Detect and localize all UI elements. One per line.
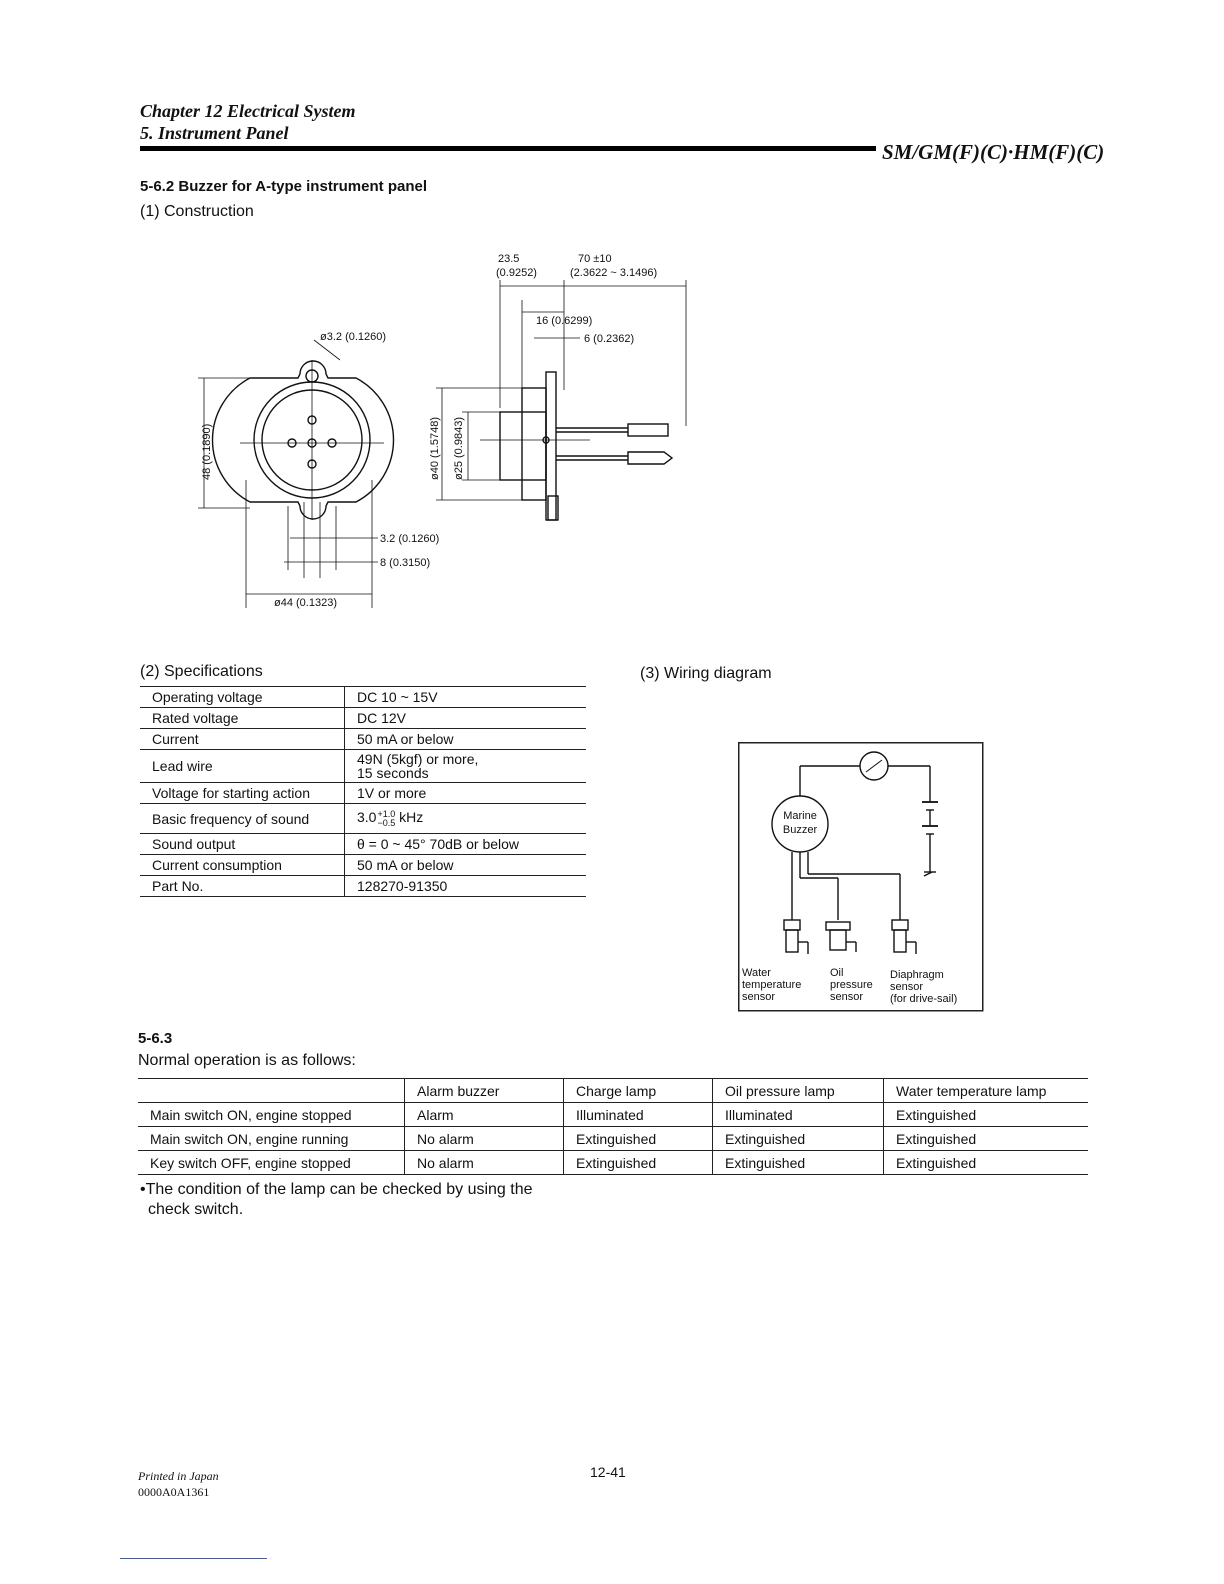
dim-70: 70 ±10 — [578, 253, 612, 265]
water-sensor-label-2: temperature — [742, 979, 802, 991]
table-row: Current 50 mA or below — [140, 729, 586, 750]
specs-table — [140, 686, 586, 897]
page-number: 12-41 — [590, 1464, 626, 1480]
model-code: SM/GM(F)(C)·HM(F)(C) — [882, 140, 1105, 164]
table-row: Sound output θ = 0 ~ 45° 70dB or below — [140, 834, 586, 855]
section-title: 5-6.2 Buzzer for A-type instrument panel — [140, 178, 427, 195]
header-rule — [140, 146, 876, 151]
dim-40: ø40 (1.5748) — [429, 417, 441, 480]
water-sensor-label-1: Water — [742, 967, 771, 979]
construction-heading: (1) Construction — [140, 203, 254, 220]
dim-16: 16 (0.6299) — [536, 315, 593, 327]
table-row: Part No. 128270-91350 — [140, 876, 586, 897]
dim-23-5-in: (0.9252) — [496, 267, 537, 279]
construction-drawing — [180, 240, 720, 620]
table-header-row: Alarm buzzer Charge lamp Oil pressure lamp Water temperature lamp — [138, 1079, 1088, 1103]
dim-25: ø25 (0.9843) — [453, 417, 465, 480]
table-row: Rated voltage DC 12V — [140, 708, 586, 729]
table-row: Current consumption 50 mA or below — [140, 855, 586, 876]
table-row: Key switch OFF, engine stopped No alarm Extinguished Extinguished Extinguished — [138, 1151, 1088, 1175]
footer-print-info — [138, 1468, 219, 1500]
table-row: Voltage for starting action 1V or more — [140, 783, 586, 804]
frequency-value: 3.0 +1.0 −0.5 kHz — [345, 804, 587, 834]
chapter-title: Chapter 12 Electrical System — [140, 101, 356, 121]
wiring-diagram — [738, 742, 984, 1012]
buzzer-label-2: Buzzer — [782, 824, 818, 836]
printed-in: Printed in Japan — [138, 1469, 219, 1483]
dim-48: 48 (0.1890) — [201, 423, 213, 480]
table-row: Operating voltage DC 10 ~ 15V — [140, 687, 586, 708]
wiring-heading: (3) Wiring diagram — [640, 665, 772, 682]
oil-sensor-symbol — [826, 922, 850, 930]
dim-6: 6 (0.2362) — [584, 333, 635, 345]
dim-pin-width: 3.2 (0.1260) — [380, 533, 440, 545]
doc-code: 0000A0A1361 — [138, 1485, 210, 1499]
specs-heading: (2) Specifications — [140, 663, 263, 680]
diaphragm-sensor-symbol — [892, 920, 908, 930]
water-sensor-label-3: sensor — [742, 991, 776, 1003]
diaphragm-label-3: (for drive-sail) — [890, 993, 958, 1005]
table-row: Main switch ON, engine stopped Alarm Illuminated Illuminated Extinguished — [138, 1103, 1088, 1127]
footer-divider — [120, 1558, 267, 1559]
lead-terminal-2 — [628, 452, 672, 464]
table-row: Basic frequency of sound 3.0 +1.0 −0.5 kHz — [140, 804, 586, 834]
side-body — [500, 412, 546, 480]
diaphragm-label-2: sensor — [890, 981, 924, 993]
oil-sensor-label-1: Oil — [830, 967, 844, 979]
oil-sensor-label-3: sensor — [830, 991, 864, 1003]
operation-intro: Normal operation is as follows: — [138, 1052, 356, 1069]
dim-44: ø44 (0.1323) — [274, 597, 337, 609]
dim-23-5: 23.5 — [498, 253, 520, 265]
operation-heading: 5-6.3 — [138, 1030, 173, 1047]
water-sensor-symbol — [784, 920, 800, 930]
diaphragm-label-1: Diaphragm — [890, 969, 944, 981]
dim-70-in: (2.3622 ~ 3.1496) — [570, 267, 658, 279]
table-row: Main switch ON, engine running No alarm Extinguished Extinguished Extinguished — [138, 1127, 1088, 1151]
buzzer-label-1: Marine — [783, 810, 817, 822]
chapter-heading — [140, 100, 356, 144]
buzzer-flange-outline — [212, 361, 393, 519]
lamp-check-note: •The condition of the lamp can be checked by using the check switch. — [140, 1181, 533, 1218]
lead-terminal-1 — [628, 424, 668, 436]
section-title-header: 5. Instrument Panel — [140, 123, 289, 143]
table-row: Lead wire 49N (5kgf) or more, 15 seconds — [140, 750, 586, 783]
oil-sensor-label-2: pressure — [830, 979, 873, 991]
operation-table — [138, 1078, 1088, 1175]
dim-pin-spacing: 8 (0.3150) — [380, 557, 431, 569]
dim-hole: ø3.2 (0.1260) — [320, 331, 387, 343]
